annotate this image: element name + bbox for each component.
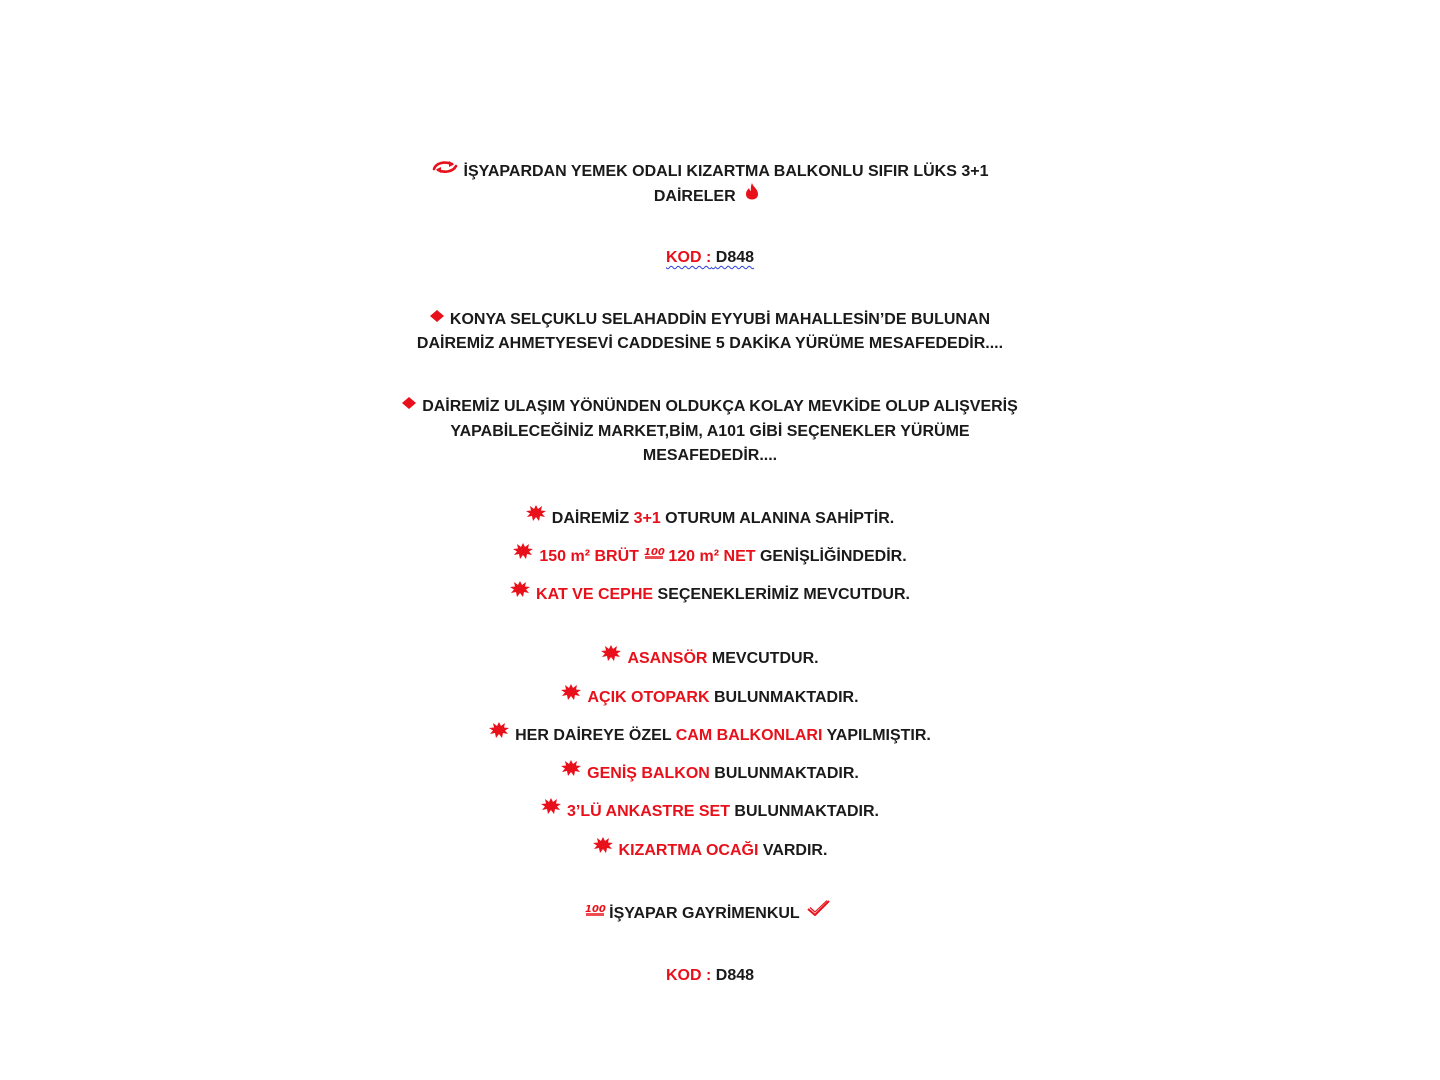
feature-elevator [340,647,1080,671]
feature-built-in-set [340,800,1080,824]
anger-burst-icon [561,760,581,784]
feature-frying-stove [340,839,1080,863]
feature-text: BULUNMAKTADIR. [709,688,859,706]
feature-text: SEÇENEKLERİMİZ MEVCUTDUR. [653,586,910,604]
anger-burst-icon [489,722,509,746]
code-label: KOD : [665,967,712,985]
transport-paragraph [340,395,1080,467]
fire-icon [744,182,760,208]
feature-highlight: KIZARTMA OCAĞI [618,841,759,859]
feature-text: DAİREMİZ [551,509,634,527]
feature-highlight: 3’LÜ ANKASTRE SET [567,803,730,821]
anger-burst-icon [601,645,621,669]
feature-text: MEVCUTDUR. [707,650,819,668]
code-value: D848 [715,967,755,985]
feature-highlight: AÇIK OTOPARK [587,688,710,706]
feature-highlight: 3+1 [633,509,661,527]
title-line2: DAİRELER [653,188,736,206]
location-line1: KONYA SELÇUKLU SELAHADDİN EYYUBİ MAHALLESİN’DE BULUNAN [449,311,991,329]
listing-title [340,160,1080,210]
hundred-points-icon [643,543,665,567]
anger-burst-icon [513,543,533,567]
feature-highlight: 150 m² BRÜT [539,548,644,566]
feature-highlight: GENİŞ BALKON [587,765,710,783]
feature-text: BULUNMAKTADIR. [709,765,859,783]
red-diamond-icon [430,306,444,330]
swirl-arrows-icon [432,158,458,182]
transport-line3: MESAFEDEDİR.... [642,446,778,464]
title-line1: İŞYAPARDAN YEMEK ODALI KIZARTMA BALKONLU SIFIR LÜKS 3+1 [463,163,989,181]
feature-text: GENİŞLİĞİNDEDİR. [755,548,907,566]
location-paragraph [340,308,1080,356]
location-line2: DAİREMİZ AHMETYESEVİ CADDESİNE 5 DAKİKA YÜRÜME MESAFEDEDİR.... [416,335,1004,353]
anger-burst-icon [593,837,613,861]
feature-text: YAPILMIŞTIR. [822,727,931,745]
code-top-underlined [666,249,754,266]
transport-line1: DAİREMİZ ULAŞIM YÖNÜNDEN OLDUKÇA KOLAY MEVKİDE OLUP ALIŞVERİŞ [422,398,1018,416]
transport-line2: YAPABİLECEĞİNİZ MARKET,BİM, A101 GİBİ SEÇENEKLER YÜRÜME [450,422,970,440]
feature-highlight: 120 m² NET [668,548,756,566]
feature-text: BULUNMAKTADIR. [729,803,879,821]
feature-text: VARDIR. [758,841,828,859]
anger-burst-icon [510,581,530,605]
company-name: İŞYAPAR GAYRİMENKUL [609,905,800,923]
svg-text:100: 100 [585,903,607,915]
red-diamond-icon [402,393,416,417]
feature-text: OTURUM ALANINA SAHİPTİR. [660,509,895,527]
hundred-points-icon [584,900,606,924]
listing-document [340,160,1080,988]
feature-area [340,545,1080,569]
company-signature [340,902,1080,926]
anger-burst-icon [526,505,546,529]
code-top [340,246,1080,270]
feature-room-count [340,507,1080,531]
feature-glass-balcony [340,724,1080,748]
code-value: D848 [715,249,755,267]
code-bottom [340,964,1080,988]
feature-highlight: ASANSÖR [627,650,708,668]
anger-burst-icon [561,684,581,708]
feature-text: HER DAİREYE ÖZEL [515,727,676,745]
feature-floor-facade [340,583,1080,607]
svg-text:100: 100 [644,546,666,558]
code-label: KOD : [665,249,712,267]
feature-highlight: CAM BALKONLARI [675,727,823,745]
anger-burst-icon [541,798,561,822]
heavy-check-icon [806,900,830,924]
feature-parking [340,686,1080,710]
feature-highlight: KAT VE CEPHE [536,586,654,604]
feature-wide-balcony [340,762,1080,786]
